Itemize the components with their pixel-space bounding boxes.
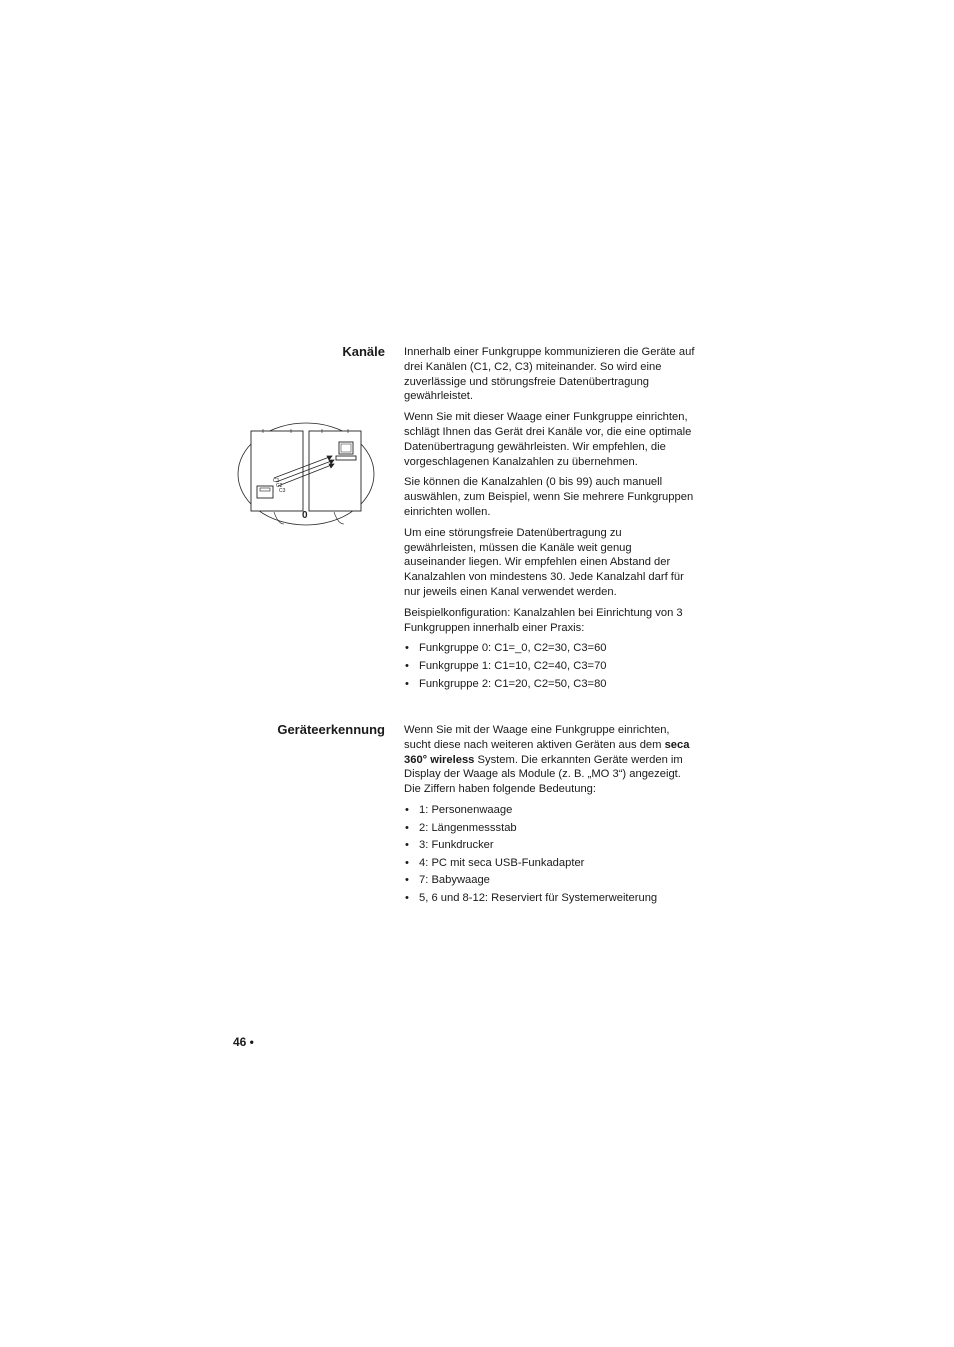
product-name: seca 360° wireless: [404, 738, 690, 766]
channel-label-c1: C1: [273, 478, 280, 484]
radio-group-illustration: [236, 420, 384, 532]
intro-text: Wenn Sie mit der Waage eine Funkgruppe einrichten, sucht diese nach weiteren aktiven Geräten aus dem: [404, 724, 670, 751]
device-id-list: [404, 803, 696, 906]
paragraph: Sie können die Kanalzahlen (0 bis 99) auch manuell auswählen, zum Beispiel, wenn Sie mehrere Funkgruppen einrichten wollen.: [404, 476, 694, 518]
section-heading-geraeteerkennung: Geräteerkennung: [277, 722, 385, 737]
list-item: • 4: PC mit seca USB-Funkadapter: [404, 856, 696, 871]
list-item: • Funkgruppe 2: C1=20, C2=50, C3=80: [404, 677, 696, 692]
paragraph: Um eine störungsfreie Datenübertragung zu gewährleisten, müssen die Kanäle weit genug auseinander liegen. Wir empfehlen einen Abstand der Kanalzahlen von mindestens 30. Jede Kanalzahl darf für nur jeweils einen Kanal verwendet werden.: [404, 526, 684, 598]
paragraph: Innerhalb einer Funkgruppe kommunizieren die Geräte auf drei Kanälen (C1, C2, C3) miteinander. So wird eine zuverlässige und störungsfreie Datenübertragung gewährleistet.: [404, 346, 695, 403]
paragraph: [404, 723, 696, 797]
group-number-label: 0: [302, 510, 308, 521]
channel-config-list: [404, 641, 696, 691]
channel-label-c2: C2: [276, 483, 283, 489]
intro-text-continued: System. Die erkannten Geräte werden im Display der Waage als Module (z. B. „MO 3“) angezeigt. Die Ziffern haben folgende Bedeutung:: [404, 753, 683, 796]
list-item: • 3: Funkdrucker: [404, 838, 696, 853]
list-item: • 2: Längenmessstab: [404, 821, 696, 836]
list-item: • 1: Personenwaage: [404, 803, 696, 818]
list-item: • 5, 6 und 8-12: Reserviert für Systemerweiterung: [404, 891, 696, 906]
list-item: • Funkgruppe 0: C1=_0, C2=30, C3=60: [404, 641, 696, 656]
section-body-kanaele: [404, 345, 696, 694]
paragraph: Beispielkonfiguration: Kanalzahlen bei Einrichtung von 3 Funkgruppen innerhalb einer Praxis:: [404, 606, 683, 634]
list-item: • Funkgruppe 1: C1=10, C2=40, C3=70: [404, 659, 696, 674]
paragraph: Wenn Sie mit dieser Waage einer Funkgruppe einrichten, schlägt Ihnen das Gerät drei Kanäle vor, die eine optimale Datenübertragung gewährleisten. Wir empfehlen, die vorgeschlagenen Kanalzahlen zu übernehmen.: [404, 411, 692, 468]
computer-icon: [336, 442, 356, 460]
list-item: • 7: Babywaage: [404, 873, 696, 888]
channel-label-c3: C3: [279, 488, 286, 494]
page-number: 46 •: [233, 1035, 254, 1049]
room-left: [251, 431, 303, 511]
section-body-geraeteerkennung: [404, 723, 696, 909]
section-heading-kanaele: Kanäle: [342, 344, 385, 359]
